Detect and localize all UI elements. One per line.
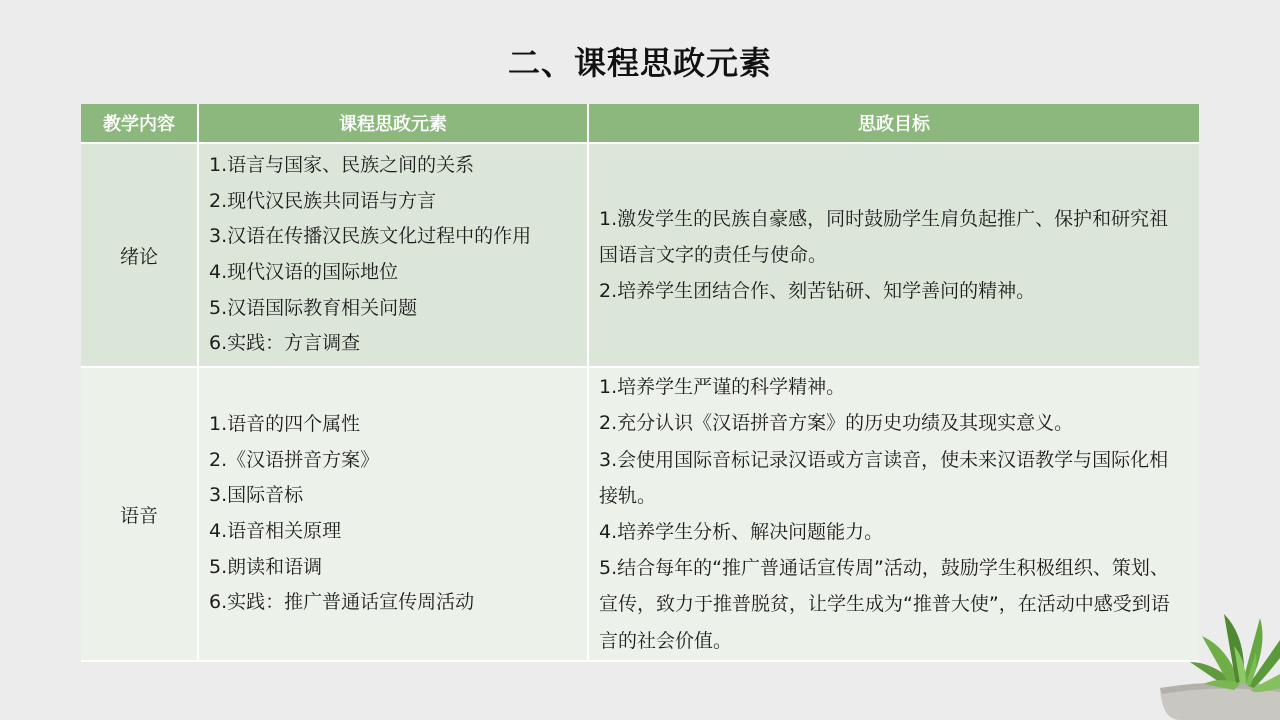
- element-item: 1.语音的四个属性: [209, 413, 361, 436]
- goal-item: 1.培养学生严谨的科学精神。: [599, 376, 846, 399]
- header-teaching-content: 教学内容: [81, 104, 199, 144]
- row-topic: 语音: [81, 368, 199, 662]
- element-item: 2.《汉语拼音方案》: [209, 448, 380, 471]
- goal-item: 1.激发学生的民族自豪感，同时鼓励学生肩负起推广、保护和研究祖国语言文字的责任与使命。: [599, 207, 1169, 266]
- row-topic: 绪论: [81, 144, 199, 368]
- element-item: 4.现代汉语的国际地位: [209, 261, 399, 283]
- goal-item: 2.培养学生团结合作、刻苦钻研、知学善问的精神。: [599, 280, 1036, 303]
- element-item: 6.实践：方言调查: [209, 332, 361, 355]
- goal-item: 4.培养学生分析、解决问题能力。: [599, 521, 884, 543]
- header-ideological-elements: 课程思政元素: [199, 104, 589, 144]
- element-item: 3.国际音标: [209, 484, 304, 507]
- row-elements: [199, 368, 589, 662]
- element-item: 3.汉语在传播汉民族文化过程中的作用: [209, 225, 532, 248]
- content-table: [81, 104, 1199, 662]
- element-item: 2.现代汉民族共同语与方言: [209, 189, 437, 212]
- succulent-plant-icon: [1150, 596, 1280, 720]
- element-item: 5.朗读和语调: [209, 555, 323, 578]
- element-item: 4.语音相关原理: [209, 520, 342, 542]
- element-item: 5.汉语国际教育相关问题: [209, 296, 418, 319]
- goal-item: 3.会使用国际音标记录汉语或方言读音，使未来汉语教学与国际化相接轨。: [599, 448, 1169, 507]
- element-item: 6.实践：推广普通话宣传周活动: [209, 591, 475, 614]
- row-elements: [199, 144, 589, 368]
- page-title: 二、课程思政元素: [507, 44, 772, 82]
- row-goals: [589, 368, 1199, 662]
- row-goals: [589, 144, 1199, 368]
- header-ideological-goals: 思政目标: [589, 104, 1199, 144]
- goal-item: 2.充分认识《汉语拼音方案》的历史功绩及其现实意义。: [599, 412, 1074, 435]
- goal-item: 5.结合每年的“推广普通话宣传周”活动，鼓励学生积极组织、策划、宣传，致力于推普脱贫，让学生成为“推普大使”，在活动中感受到语言的社会价值。: [599, 557, 1170, 652]
- element-item: 1.语言与国家、民族之间的关系: [209, 154, 475, 177]
